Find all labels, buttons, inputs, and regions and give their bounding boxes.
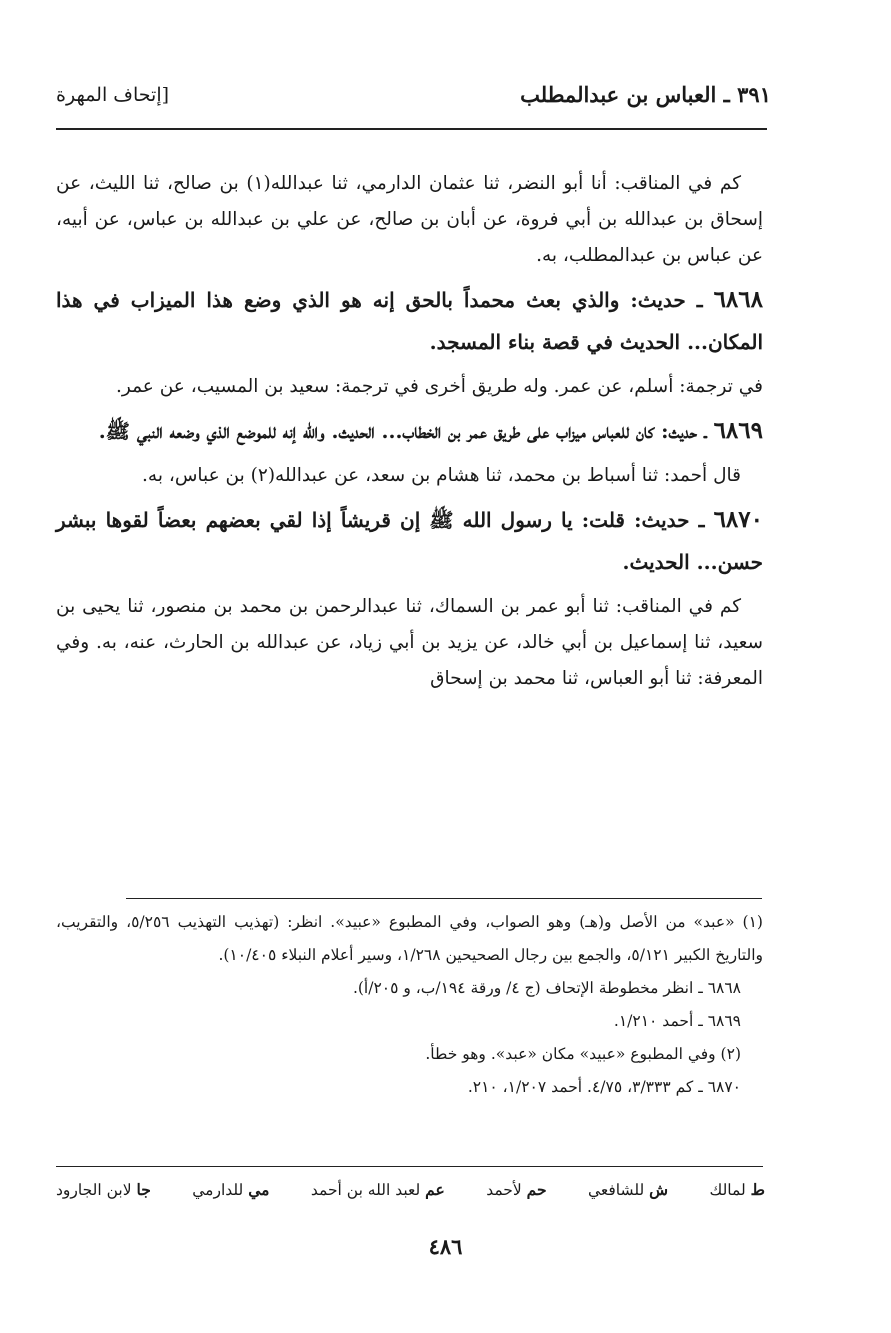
footnote: (٢) وفي المطبوع «عبيد» مكان «عبد». وهو خطأ. [425, 1045, 741, 1063]
page-number: ٤٨٦ [428, 1234, 463, 1259]
hadith-entry [56, 279, 763, 363]
hadith-entry [56, 410, 763, 452]
footnote: ٦٨٦٨ ـ انظر مخطوطة الإتحاف (ج ٤/ ورقة ١٩٤/ب، و ٢٠٥/أ). [352, 979, 741, 997]
legend-name: لعبد الله بن أحمد [310, 1181, 421, 1199]
legend-item [710, 1180, 765, 1199]
hadith-text: ـ حديث: كان للعباس ميزاب على طريق عمر بن الخطاب... الحديث. والله إنه للموضع الذي وضعه النبي ﷺ. [98, 419, 714, 443]
legend-abbr: مي [248, 1180, 270, 1199]
hadith-number: ٦٨٦٩ [713, 417, 763, 444]
header-divider [56, 128, 767, 130]
isnad-paragraph [56, 369, 763, 405]
book-title: [إتحاف المهرة [56, 84, 170, 106]
legend-item [588, 1180, 668, 1199]
legend-abbr: ط [750, 1180, 765, 1199]
isnad-paragraph [56, 458, 763, 494]
isnad-paragraph [56, 589, 763, 697]
footnote: ٦٨٧٠ ـ كم ٣/٣٣٣، ٤/٧٥. أحمد ١/٢٠٧، ٢١٠. [467, 1078, 741, 1096]
footnote-divider [126, 898, 762, 899]
legend-name: للشافعي [588, 1181, 645, 1199]
paragraph-text: كم في المناقب: ثنا أبو عمر بن السماك، ثنا عبدالرحمن بن محمد بن منصور، ثنا يحيى بن سعيد، ثنا إسماعيل بن أبي خالد، عن يزيد بن أبي زياد، عن عبدالله بن الحارث، عنه، به. وفي المعرفة: ثنا أبو العباس، ثنا محمد بن إسحاق [56, 596, 763, 689]
paragraph-text: كم في المناقب: أنا أبو النضر، ثنا عثمان الدارمي، ثنا عبدالله(١) بن صالح، ثنا الليث، عن إسحاق بن عبدالله بن أبي فروة، عن أبان بن صالح، عن علي بن عبدالله بن عباس، عن أبيه، عن عباس بن عبدالمطلب، به. [56, 173, 763, 266]
legend-name: للدارمي [192, 1181, 244, 1199]
footnote: ٦٨٦٩ ـ أحمد ١/٢١٠. [613, 1012, 741, 1030]
legend-abbr: عم [425, 1180, 445, 1199]
main-text [56, 166, 763, 702]
legend-item [311, 1180, 445, 1199]
legend-name: لمالك [709, 1181, 746, 1199]
legend-abbr: ش [649, 1180, 669, 1199]
hadith-number: ٦٨٦٨ [713, 286, 763, 313]
legend-name: لأحمد [486, 1181, 522, 1199]
footnote: (١) «عبد» من الأصل و(هـ) وهو الصواب، وفي المطبوع «عبيد». انظر: (تهذيب التهذيب ٥/٢٥٦، والتقريب، والتاريخ الكبير ٥/١٢١، والجمع بين رجال الصحيحين ١/٢٦٨، وسير أعلام النبلاء ١٠/٤٠٥). [56, 913, 763, 964]
hadith-text: ـ حديث: قلت: يا رسول الله ﷺ إن قريشاً إذا لقي بعضهم بعضاً لقوها ببشر حسن... الحديث. [56, 508, 763, 574]
abbreviation-legend [56, 1180, 765, 1199]
paragraph-text: قال أحمد: ثنا أسباط بن محمد، ثنا هشام بن سعد، عن عبدالله(٢) بن عباس، به. [142, 465, 741, 486]
hadith-entry [56, 499, 763, 583]
legend-abbr: جا [136, 1180, 151, 1199]
hadith-text: ـ حديث: والذي بعث محمداً بالحق إنه هو الذي وضع هذا الميزاب في هذا المكان... الحديث في قصة بناء المسجد. [56, 288, 763, 354]
running-header [56, 82, 771, 118]
footnotes [56, 906, 763, 1104]
legend-abbr: حم [526, 1180, 547, 1199]
isnad-paragraph [56, 166, 763, 274]
legend-item [192, 1180, 269, 1199]
legend-divider [56, 1166, 763, 1167]
legend-item [486, 1180, 546, 1199]
paragraph-text: في ترجمة: أسلم، عن عمر. وله طريق أخرى في ترجمة: سعيد بن المسيب، عن عمر. [116, 376, 763, 397]
legend-name: لابن الجارود [56, 1181, 132, 1199]
legend-item [56, 1180, 151, 1199]
hadith-number: ٦٨٧٠ [713, 506, 763, 533]
chapter-title: ٣٩١ ـ العباس بن عبدالمطلب [520, 82, 771, 107]
